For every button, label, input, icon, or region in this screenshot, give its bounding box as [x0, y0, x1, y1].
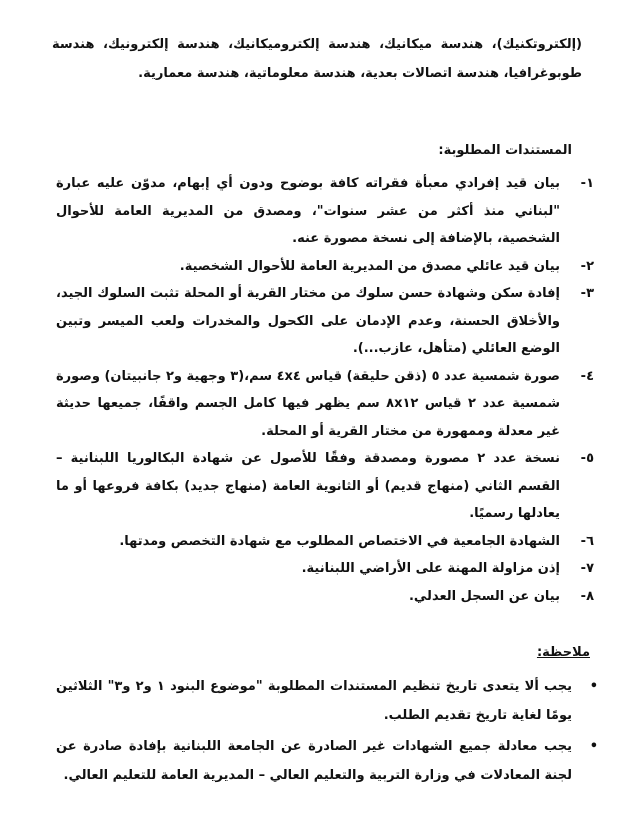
item-number: ٨- — [580, 588, 594, 604]
item-text: إفادة سكن وشهادة حسن سلوك من مختار القرية أو المحلة تثبت السلوك الجيد، والأخلاق الحسنة، وعدم الإدمان على الكحول والمخدرات ولعب الميسر وتبين الوضع العائلي (متأهل، عازب...). — [56, 286, 560, 356]
item-text: صورة شمسية عدد ٥ (ذقن حليقة) قياس ٤x٤ سم،(٣ وجهية و٢ جانبيتان) وصورة شمسية عدد ٢ قياس ٨x١٢ سم يظهر فيها كامل الجسم واقفًا، جميعها حديثة غير معدلة وممهورة من مختار القرية أو المحلة. — [56, 368, 560, 439]
item-text: إذن مزاولة المهنة على الأراضي اللبنانية. — [301, 561, 560, 576]
list-item — [56, 280, 594, 363]
item-number: ٤- — [580, 368, 594, 384]
bullet-icon: • — [589, 679, 598, 694]
item-text: بيان عن السجل العدلي. — [408, 588, 560, 604]
intro-paragraph — [52, 30, 582, 88]
list-item — [56, 583, 594, 611]
note-item — [56, 732, 598, 790]
notes-list — [56, 672, 598, 792]
notes-heading: ملاحظة: — [536, 645, 590, 660]
note-item — [56, 672, 598, 730]
intro-text: (إلكتروتكنيك)، هندسة ميكانيك، هندسة إلكتروميكانيك، هندسة إلكترونيك، هندسة طوبوغرافيا، هندسة اتصالات بعدية، هندسة معلوماتية، هندسة معمارية. — [52, 37, 582, 81]
note-text: يجب ألا يتعدى تاريخ تنظيم المستندات المطلوبة "موضوع البنود ١ و٢ و٣" الثلاثين يومًا لغاية تاريخ تقديم الطلب. — [56, 679, 573, 723]
item-text: بيان قيد عائلي مصدق من المديرية العامة للأحوال الشخصية. — [179, 258, 560, 274]
bullet-icon: • — [589, 739, 598, 754]
item-number: ٢- — [580, 258, 594, 274]
note-text: يجب معادلة جميع الشهادات غير الصادرة عن الجامعة اللبنانية بإفادة صادرة عن لجنة المعادلات في وزارة التربية والتعليم العالي – المديرية العامة للتعليم العالي. — [56, 739, 572, 783]
item-text: بيان قيد إفرادي معبأة فقراته كافة بوضوح ودون أي إبهام، مدوّن عليه عبارة "لبناني منذ أكثر من عشر سنوات"، ومصدق من المديرية العامة للأحوال الشخصية، بالإضافة إلى نسخة مصورة عنه. — [56, 176, 560, 246]
list-item — [56, 445, 594, 528]
list-item — [56, 170, 594, 253]
item-number: ٣- — [580, 286, 594, 301]
list-item — [56, 363, 594, 446]
required-documents-heading: المستندات المطلوبة: — [438, 143, 572, 158]
list-item — [56, 528, 594, 556]
item-number: ٥- — [580, 451, 594, 466]
item-number: ٦- — [580, 533, 594, 549]
list-item — [56, 555, 594, 583]
item-number: ٧- — [580, 561, 594, 576]
item-text: الشهادة الجامعية في الاختصاص المطلوب مع شهادة التخصص ومدتها. — [119, 533, 560, 549]
item-text: نسخة عدد ٢ مصورة ومصدقة وفقًا للأصول عن شهادة البكالوريا اللبنانية – القسم الثاني (منهاج قديم) أو الثانوية العامة (منهاج جديد) بكافة فروعها أو ما يعادلها رسميًا. — [56, 451, 560, 521]
item-number: ١- — [580, 176, 594, 191]
required-documents-list — [56, 170, 594, 610]
list-item — [56, 253, 594, 281]
